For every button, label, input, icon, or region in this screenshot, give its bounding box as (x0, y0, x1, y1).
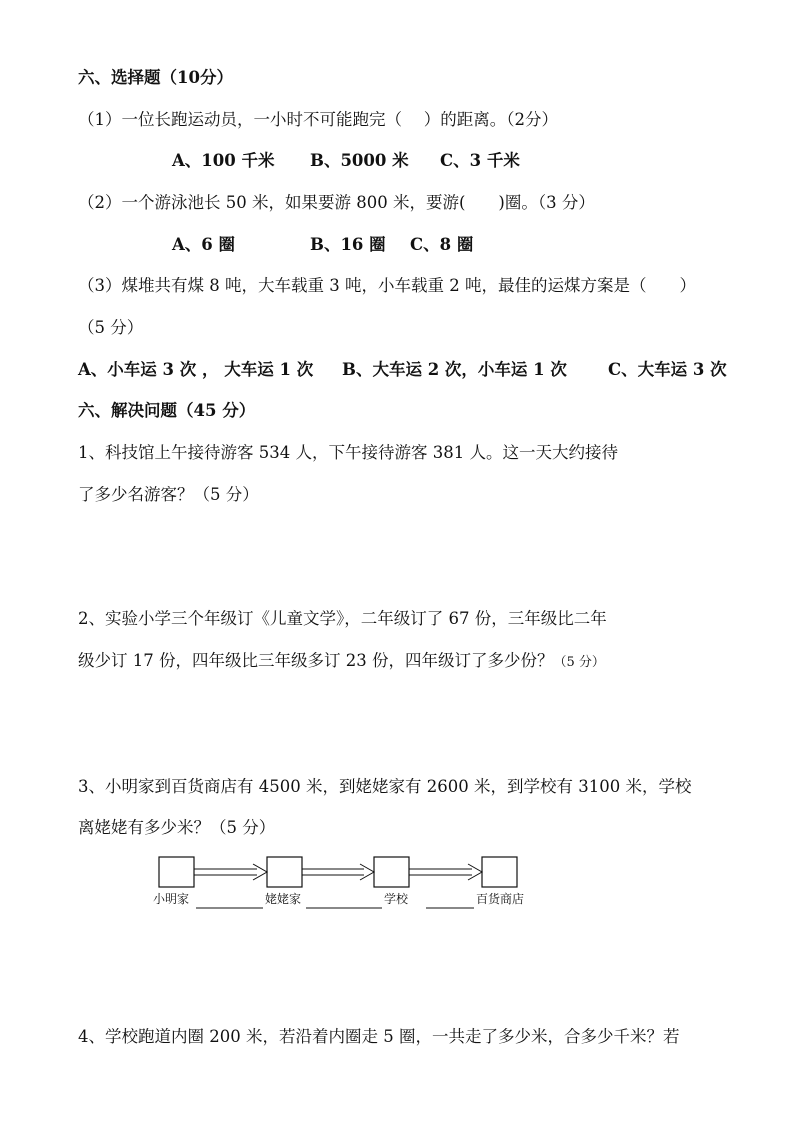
section-title-problems: 六、解决问题（45 分） (78, 401, 256, 420)
question-1-option-c: C、3 千米 (440, 151, 520, 170)
label-store: 百货商店 (476, 892, 525, 906)
box-grandma (267, 857, 302, 887)
arrow-1 (194, 864, 267, 880)
question-1-text: （1）一位长跑运动员，一小时不可能跑完（ ）的距离。（2分） (78, 110, 558, 129)
label-grandma: 姥姥家 (265, 892, 302, 906)
problem-2-score: （5 分） (553, 655, 605, 670)
question-1-option-a: A、100 千米 (172, 151, 275, 170)
question-2-option-a: A、6 圈 (172, 235, 236, 254)
question-2-options (172, 235, 473, 255)
question-3-score: （5 分） (78, 318, 144, 337)
question-2-option-b: B、16 圈 (310, 235, 386, 254)
problem-3-line-2: 离姥姥有多少米？（5 分） (78, 818, 276, 837)
box-home (159, 857, 194, 887)
question-3-option-b: B、大车运 2 次，小车运 1 次 (342, 360, 567, 379)
problem-1-line-1: 1、科技馆上午接待游客 534 人，下午接待游客 381 人。这一天大约接待 (78, 443, 618, 462)
problem-2-line-2 (78, 651, 605, 673)
question-1-options (172, 151, 520, 171)
problem-1-line-2: 了多少名游客？（5 分） (78, 485, 259, 504)
problem-4-line-1: 4、学校跑道内圈 200 米，若沿着内圈走 5 圈，一共走了多少米，合多少千米？若 (78, 1027, 680, 1046)
problem-3-line-1: 3、小明家到百货商店有 4500 米，到姥姥家有 2600 米，到学校有 3100 米，学校 (78, 777, 692, 796)
question-3-options (78, 360, 727, 380)
question-3-option-c: C、大车运 3 次 (608, 360, 727, 379)
arrow-2 (302, 864, 374, 880)
section-title-choice: 六、选择题（10分） (78, 68, 233, 87)
question-3-text: （3）煤堆共有煤 8 吨，大车载重 3 吨，小车载重 2 吨，最佳的运煤方案是（ ） (78, 276, 696, 295)
question-3-option-a: A、小车运 3 次 ， 大车运 1 次 (78, 360, 314, 379)
route-diagram (148, 852, 548, 914)
problem-2-line-1: 2、实验小学三个年级订《儿童文学》，二年级订了 67 份，三年级比二年 (78, 609, 607, 628)
box-store (482, 857, 517, 887)
arrow-3 (409, 864, 482, 880)
label-home: 小明家 (153, 892, 190, 906)
problem-2-text: 级少订 17 份，四年级比三年级多订 23 份，四年级订了多少份？ (78, 651, 554, 670)
question-1-option-b: B、5000 米 (310, 151, 409, 170)
question-2-option-c: C、8 圈 (410, 235, 474, 254)
question-2-text: （2）一个游泳池长 50 米，如果要游 800 米，要游( )圈。（3 分） (78, 193, 595, 212)
label-school: 学校 (384, 892, 409, 906)
box-school (374, 857, 409, 887)
